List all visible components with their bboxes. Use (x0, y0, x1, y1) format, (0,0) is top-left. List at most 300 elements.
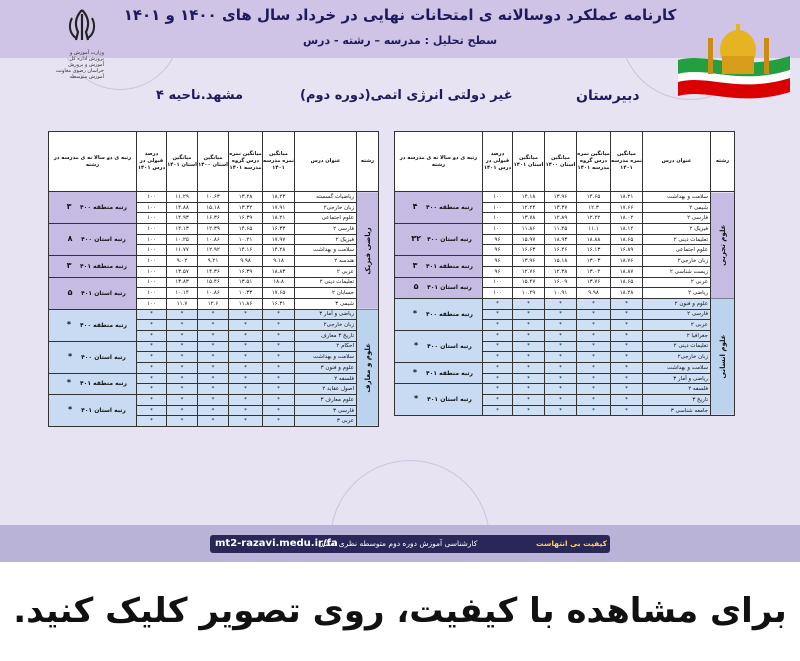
pass-rate-cell: ۹۶ (483, 266, 513, 277)
province-avg-1400-cell: * (198, 395, 229, 406)
group-avg-cell: ۹.۹۸ (577, 288, 611, 299)
pass-rate-cell: ۱۰۰ (483, 224, 513, 235)
province-avg-1401-cell: * (513, 395, 545, 406)
province-avg-1401-cell: * (513, 330, 545, 341)
pass-rate-cell: * (483, 330, 513, 341)
ministry-emblem (14, 6, 124, 80)
group-avg-cell: ۹.۹۸ (229, 256, 263, 267)
course-cell: عربی ۲ (295, 266, 357, 277)
school-avg-cell: * (263, 416, 295, 427)
course-cell: عربی ۲ (643, 277, 711, 288)
pass-rate-cell: ۱۰۰ (483, 288, 513, 299)
course-cell: علوم و فنون ۲ (643, 298, 711, 309)
rank-value: ۳ (66, 202, 72, 212)
group-avg-cell: * (577, 373, 611, 384)
province-avg-1401-cell: * (513, 298, 545, 309)
field-cell: علوم انسانی (711, 298, 735, 416)
province-avg-1400-cell: * (198, 320, 229, 331)
province-avg-1400-cell: ۱۶.۳۶ (198, 213, 229, 224)
rank-cell (49, 277, 137, 309)
rank-value: ۵ (67, 287, 73, 297)
course-cell: اصول عقاید ۲ (295, 384, 357, 395)
school-avg-cell: ۱۸.۲۳ (263, 192, 295, 203)
click-for-quality-caption[interactable]: برای مشاهده با کیفیت، روی تصویر کلیک کنید. (13, 591, 787, 631)
rank-value: * (414, 394, 419, 404)
province-avg-1400-cell: * (198, 384, 229, 395)
field-cell: علوم و معارف (357, 309, 379, 427)
pass-rate-cell: * (137, 330, 167, 341)
province-avg-1401-cell: ۱۴.۱۸ (513, 192, 545, 203)
course-cell: سلامت و بهداشت (295, 352, 357, 363)
course-cell: تعلیمات دینی ۲ (295, 277, 357, 288)
rank-label: رتبه منطقه ۴۰۱ (80, 380, 127, 388)
province-avg-1400-cell: * (545, 373, 577, 384)
province-avg-1401-cell: * (167, 416, 198, 427)
province-avg-1401-cell: ۱۲.۷۶ (513, 266, 545, 277)
school-avg-cell: ۱۷.۶۵ (263, 288, 295, 299)
rank-cell (49, 341, 137, 373)
group-avg-cell: * (229, 395, 263, 406)
school-type: دبیرستان (576, 88, 640, 104)
province-avg-1401-cell: ۱۵.۹۷ (513, 234, 545, 245)
school-avg-cell: * (263, 384, 295, 395)
table-row (395, 277, 735, 288)
course-cell: ریاضی ۲ (643, 288, 711, 299)
group-avg-cell: * (229, 330, 263, 341)
school-avg-cell: * (611, 330, 643, 341)
province-avg-1400-cell: ۱۰.۸۶ (198, 234, 229, 245)
province-avg-1401-cell: ۱۳.۹۶ (513, 256, 545, 267)
school-avg-cell: ۱۸.۰۲ (611, 213, 643, 224)
province-avg-1400-cell: ۱۱.۴۵ (545, 224, 577, 235)
column-header-course: عنوان درس (643, 132, 711, 192)
province-avg-1401-cell: * (513, 363, 545, 374)
group-avg-cell: * (577, 352, 611, 363)
table-row (395, 384, 735, 395)
rank-cell (49, 224, 137, 256)
province-avg-1401-cell: ۱۶.۶۳ (513, 245, 545, 256)
school-avg-cell: ۱۸.۸۷ (611, 266, 643, 277)
rank-label: رتبه استان ۴۰۰ (427, 236, 472, 244)
group-avg-cell: * (577, 384, 611, 395)
province-avg-1400-cell: * (545, 341, 577, 352)
pass-rate-cell: ۹۶ (483, 245, 513, 256)
school-avg-cell: * (263, 373, 295, 384)
school-avg-cell: * (263, 352, 295, 363)
group-avg-cell: ۱۴.۶۵ (229, 224, 263, 235)
field-cell: ریاضی فیزیک (357, 192, 379, 310)
school-avg-cell: ۱۸.۲۸ (611, 288, 643, 299)
column-header-field: رشته (711, 132, 735, 192)
rank-value: * (66, 319, 72, 329)
school-avg-cell: * (611, 352, 643, 363)
right-results-table (394, 131, 735, 416)
pass-rate-cell: ۹۶ (483, 234, 513, 245)
school-avg-cell: ۱۸.۶۵ (611, 277, 643, 288)
column-header-avg-prov-1401: میانگین استان ۱۴۰۱ (167, 132, 198, 192)
province-avg-1401-cell: * (513, 320, 545, 331)
table-row (395, 298, 735, 309)
school-avg-cell: * (263, 341, 295, 352)
province-avg-1400-cell: * (545, 352, 577, 363)
group-avg-cell: ۱۰.۳۳ (229, 288, 263, 299)
school-name: غیر دولتی انرژی اتمی(دوره دوم) (300, 88, 513, 103)
footer-slogan: کیفیت بی انتهاست (536, 539, 607, 548)
group-avg-cell: * (577, 298, 611, 309)
course-cell: جامعه شناسی ۳ (643, 405, 711, 416)
rank-value: * (68, 405, 73, 415)
iran-emblem-icon (62, 6, 102, 46)
group-avg-cell: * (229, 373, 263, 384)
province-avg-1400-cell: * (198, 341, 229, 352)
column-header-rank: رتبه ی دو سالا نه ی مدرسه در رشته (395, 132, 483, 192)
province-avg-1400-cell: ۱۵.۱۸ (198, 202, 229, 213)
group-avg-cell: * (577, 309, 611, 320)
pass-rate-cell: ۱۰۰ (137, 256, 167, 267)
province-avg-1400-cell: ۱۲.۳۹ (198, 224, 229, 235)
pass-rate-cell: ۱۰۰ (137, 234, 167, 245)
province-avg-1400-cell: * (545, 309, 577, 320)
table-header-row (395, 132, 735, 192)
course-cell: علوم معارف ۳ (295, 395, 357, 406)
school-avg-cell: * (263, 320, 295, 331)
pass-rate-cell: * (483, 309, 513, 320)
pass-rate-cell: * (137, 405, 167, 416)
group-avg-cell: * (229, 341, 263, 352)
table-row (49, 192, 379, 203)
group-avg-cell: * (229, 320, 263, 331)
report-title: کارنامه عملکرد دوسالانه ی امتحانات نهایی در خرداد سال های ۱۴۰۰ و ۱۴۰۱ (123, 6, 677, 24)
pass-rate-cell: * (483, 373, 513, 384)
pass-rate-cell: * (483, 341, 513, 352)
rank-cell (49, 192, 137, 224)
school-avg-cell: ۱۷.۶۶ (611, 202, 643, 213)
pass-rate-cell: * (137, 416, 167, 427)
province-avg-1401-cell: * (513, 352, 545, 363)
pass-rate-cell: ۱۰۰ (137, 277, 167, 288)
table-row (49, 277, 379, 288)
course-cell: احکام ۲ (295, 341, 357, 352)
rank-cell (49, 395, 137, 427)
rank-cell (395, 298, 483, 330)
province-avg-1401-cell: ۱۴.۸۸ (167, 202, 198, 213)
school-avg-cell: * (611, 341, 643, 352)
column-header-avg-group-school: میانگین نمره درس گروه مدرسه ۱۴۰۱ (577, 132, 611, 192)
course-cell: علوم اجتماعی (643, 245, 711, 256)
column-header-pass-pct: درصد قبولی در درس ۱۴۰۱ (483, 132, 513, 192)
school-avg-cell: ۱۶.۳۱ (263, 298, 295, 309)
pass-rate-cell: ۱۰۰ (137, 192, 167, 203)
rank-value: * (412, 367, 418, 377)
pass-rate-cell: * (483, 298, 513, 309)
rank-label: رتبه منطقه ۴۰۰ (80, 204, 127, 212)
left-results-table (48, 131, 379, 427)
province-avg-1400-cell: ۱۴.۳۶ (198, 266, 229, 277)
group-avg-cell: ۱۳.۷۶ (577, 277, 611, 288)
province-avg-1400-cell: ۱۲.۶ (198, 298, 229, 309)
course-cell: عربی ۲ (643, 320, 711, 331)
course-cell: جغرافیا ۲ (643, 330, 711, 341)
rank-cell (49, 309, 137, 341)
province-avg-1400-cell: ۱۳.۹۶ (545, 192, 577, 203)
shrine-flag-logo (678, 20, 790, 102)
province-avg-1401-cell: * (167, 405, 198, 416)
school-avg-cell: * (611, 298, 643, 309)
province-avg-1401-cell: * (513, 384, 545, 395)
province-avg-1401-cell: * (167, 373, 198, 384)
course-cell: زبان خارجی۲ (643, 256, 711, 267)
rank-value: * (68, 351, 73, 361)
course-cell: فیزیک ۲ (643, 224, 711, 235)
course-cell: حسابان ۲ (295, 288, 357, 299)
province-avg-1401-cell: ۱۱.۲۹ (167, 192, 198, 203)
group-avg-cell: ۱۶.۳۹ (229, 266, 263, 277)
pass-rate-cell: * (137, 373, 167, 384)
group-avg-cell: * (229, 416, 263, 427)
table-row (49, 341, 379, 352)
course-cell: علوم و فنون ۳ (295, 363, 357, 374)
province-avg-1401-cell: * (167, 309, 198, 320)
province-avg-1400-cell: * (198, 309, 229, 320)
group-avg-cell: ۱۲.۲۲ (577, 213, 611, 224)
group-avg-cell: ۱۳.۵۱ (229, 277, 263, 288)
group-avg-cell: * (229, 384, 263, 395)
province-avg-1401-cell: * (513, 341, 545, 352)
course-cell: سلامت و بهداشت (643, 192, 711, 203)
course-cell: تاریخ ۳ (643, 395, 711, 406)
province-avg-1401-cell: * (167, 320, 198, 331)
rank-cell (395, 363, 483, 384)
school-avg-cell: ۱۸.۱۲ (611, 224, 643, 235)
pass-rate-cell: ۱۰۰ (483, 202, 513, 213)
course-cell: هندسه ۲ (295, 256, 357, 267)
column-header-avg-grade-school: میانگین نمره مدرسه ۱۴۰۱ (611, 132, 643, 192)
course-cell: شیمی ۳ (295, 298, 357, 309)
school-avg-cell: * (611, 405, 643, 416)
table-row (395, 363, 735, 374)
province-avg-1401-cell: ۱۱.۷ (167, 298, 198, 309)
column-header-avg-prov-1401: میانگین استان ۱۴۰۱ (513, 132, 545, 192)
group-avg-cell: * (229, 405, 263, 416)
rank-label: رتبه منطقه ۴۰۱ (80, 262, 127, 270)
province-avg-1400-cell: * (198, 330, 229, 341)
province-avg-1401-cell: * (167, 395, 198, 406)
rank-cell (395, 277, 483, 298)
pass-rate-cell: * (483, 363, 513, 374)
province-avg-1400-cell: ۱۸.۹۳ (545, 234, 577, 245)
rank-value: ۳ (412, 260, 418, 270)
group-avg-cell: * (577, 395, 611, 406)
course-cell: سلامت و بهداشت (295, 245, 357, 256)
province-avg-1400-cell: * (545, 298, 577, 309)
province-avg-1401-cell: ۱۴.۱۳ (167, 224, 198, 235)
group-avg-cell: ۱۶.۱۳ (577, 245, 611, 256)
course-cell: فارسی ۲ (643, 309, 711, 320)
pass-rate-cell: ۱۰۰ (137, 245, 167, 256)
pass-rate-cell: * (137, 341, 167, 352)
pass-rate-cell: * (483, 384, 513, 395)
rank-label: رتبه استان ۴۰۰ (81, 353, 126, 361)
province-avg-1401-cell: * (167, 330, 198, 341)
province-avg-1400-cell: ۱۰.۸۶ (198, 288, 229, 299)
school-avg-cell: * (611, 363, 643, 374)
province-avg-1401-cell: * (167, 352, 198, 363)
footer-url[interactable]: mt2-razavi.medu.ir/fa (215, 538, 338, 549)
course-cell: تعلیمات دینی ۲ (643, 341, 711, 352)
course-cell: فارسی ۲ (643, 213, 711, 224)
school-avg-cell: * (611, 395, 643, 406)
table-row (395, 330, 735, 341)
column-header-avg-grade-school: میانگین نمره مدرسه ۱۴۰۱ (263, 132, 295, 192)
course-cell: زیست شناسی ۲ (643, 266, 711, 277)
group-avg-cell: ۱۳.۳۲ (229, 202, 263, 213)
table-row (49, 256, 379, 267)
province-avg-1400-cell: * (545, 395, 577, 406)
district: مشهد.ناحیه ۴ (156, 88, 244, 103)
province-avg-1401-cell: ۱۳.۷۸ (513, 213, 545, 224)
province-avg-1401-cell: * (167, 384, 198, 395)
group-avg-cell: ۱۳.۰۳ (577, 256, 611, 267)
rank-value: * (414, 340, 419, 350)
shrine-dome-icon (678, 20, 790, 102)
rank-label: رتبه استان ۴۰۰ (427, 342, 472, 350)
province-avg-1400-cell: ۹.۲۱ (198, 256, 229, 267)
column-header-field: رشته (357, 132, 379, 192)
rank-label: رتبه منطقه ۴۰۰ (426, 310, 473, 318)
rank-label: رتبه منطقه ۴۰۱ (426, 262, 473, 270)
column-header-rank: رتبه ی دو سالا نه ی مدرسه در رشته (49, 132, 137, 192)
rank-cell (49, 373, 137, 394)
course-cell: سلامت و بهداشت (643, 363, 711, 374)
province-avg-1401-cell: ۱۰.۲۹ (513, 288, 545, 299)
table-header-row (49, 132, 379, 192)
course-cell: ریاضیات گسسته (295, 192, 357, 203)
province-avg-1401-cell: * (167, 341, 198, 352)
field-cell: علوم تجربی (711, 192, 735, 299)
school-avg-cell: * (263, 330, 295, 341)
rank-label: رتبه استان ۴۰۱ (427, 396, 472, 404)
rank-label: رتبه استان ۴۰۱ (81, 407, 126, 415)
rank-label: رتبه استان ۴۰۱ (427, 284, 472, 292)
province-avg-1401-cell: * (513, 405, 545, 416)
school-avg-cell: * (263, 363, 295, 374)
province-avg-1400-cell: ۱۰.۶۳ (198, 192, 229, 203)
province-avg-1400-cell: * (545, 320, 577, 331)
province-avg-1400-cell: * (198, 416, 229, 427)
province-avg-1401-cell: ۱۰.۱۴ (167, 288, 198, 299)
rank-value: * (66, 378, 72, 388)
rank-value: ۸ (67, 234, 73, 244)
table-row (49, 395, 379, 406)
group-avg-cell: * (229, 363, 263, 374)
school-avg-cell: ۱۸.۸۳ (263, 266, 295, 277)
pass-rate-cell: * (483, 320, 513, 331)
pass-rate-cell: * (483, 352, 513, 363)
course-cell: فیزیک ۲ (295, 234, 357, 245)
province-avg-1401-cell: ۱۵.۴۷ (513, 277, 545, 288)
rank-cell (49, 256, 137, 277)
rank-value: * (412, 308, 418, 318)
pass-rate-cell: ۱۰۰ (137, 202, 167, 213)
analysis-level: سطح تحلیل : مدرسه – رشته - درس (302, 34, 498, 47)
school-avg-cell: * (263, 405, 295, 416)
province-avg-1401-cell: ۱۴.۹۳ (167, 213, 198, 224)
column-header-avg-group-school: میانگین نمره درس گروه مدرسه ۱۴۰۱ (229, 132, 263, 192)
province-avg-1401-cell: * (167, 363, 198, 374)
course-cell: ریاضی و آمار ۳ (643, 373, 711, 384)
group-avg-cell: ۱۶.۳۹ (229, 213, 263, 224)
province-avg-1401-cell: ۱۳.۵۷ (167, 266, 198, 277)
column-header-avg-prov-1400: میانگین استان ۱۴۰۰ (545, 132, 577, 192)
pass-rate-cell: * (137, 320, 167, 331)
pass-rate-cell: ۱۰۰ (483, 192, 513, 203)
group-avg-cell: * (577, 363, 611, 374)
course-cell: فارسی ۳ (295, 405, 357, 416)
table-row (395, 224, 735, 235)
province-avg-1400-cell: ۱۵.۴۶ (198, 277, 229, 288)
province-avg-1400-cell: ۱۳.۳۷ (545, 202, 577, 213)
school-avg-cell: ۱۶.۸۹ (611, 245, 643, 256)
province-avg-1400-cell: * (545, 330, 577, 341)
course-cell: زبان خارجی۲ (295, 202, 357, 213)
pass-rate-cell: * (483, 405, 513, 416)
table-row (49, 373, 379, 384)
school-avg-cell: ۱۷.۹۱ (263, 202, 295, 213)
pass-rate-cell: ۱۰۰ (137, 213, 167, 224)
province-avg-1401-cell: ۱۳.۸۳ (167, 277, 198, 288)
province-avg-1400-cell: ۱۵.۱۸ (545, 256, 577, 267)
province-avg-1400-cell: ۱۶.۰۹ (545, 277, 577, 288)
school-avg-cell: ۹.۱۸ (263, 256, 295, 267)
school-avg-cell: ۱۸.۸ (263, 277, 295, 288)
province-avg-1400-cell: ۱۰.۹۱ (545, 288, 577, 299)
group-avg-cell: ۱۳.۰۲ (577, 266, 611, 277)
course-cell: ریاضی و آمار ۳ (295, 309, 357, 320)
group-avg-cell: * (577, 341, 611, 352)
group-avg-cell: ۱۸.۸۸ (577, 234, 611, 245)
school-avg-cell: ۱۷.۹۷ (263, 234, 295, 245)
school-avg-cell: ۱۶.۳۳ (263, 224, 295, 235)
province-avg-1400-cell: * (198, 363, 229, 374)
province-avg-1400-cell: ۱۲.۸۹ (545, 213, 577, 224)
province-avg-1401-cell: * (513, 309, 545, 320)
rank-label: رتبه استان ۴۰۱ (81, 289, 126, 297)
province-avg-1400-cell: * (545, 384, 577, 395)
table-row (49, 309, 379, 320)
school-avg-cell: * (611, 309, 643, 320)
pass-rate-cell: * (137, 363, 167, 374)
rank-value: ۵ (413, 282, 419, 292)
rank-value: ۴ (412, 202, 418, 212)
rank-cell (395, 256, 483, 277)
course-cell: فلسفه ۲ (295, 373, 357, 384)
rank-label: رتبه منطقه ۴۰۰ (426, 204, 473, 212)
province-avg-1400-cell: ۱۶.۴۶ (545, 245, 577, 256)
school-avg-cell: ۱۴.۲۸ (263, 245, 295, 256)
group-avg-cell: * (577, 330, 611, 341)
province-avg-1400-cell: * (198, 373, 229, 384)
province-avg-1400-cell: ۱۲.۹۲ (198, 245, 229, 256)
province-avg-1401-cell: ۹.۰۲ (167, 256, 198, 267)
province-avg-1400-cell: * (545, 363, 577, 374)
rank-cell (395, 224, 483, 256)
column-header-pass-pct: درصد قبولی در درس ۱۴۰۱ (137, 132, 167, 192)
course-cell: فلسفه ۲ (643, 384, 711, 395)
school-avg-cell: ۱۸.۲۱ (611, 192, 643, 203)
pass-rate-cell: ۱۰۰ (483, 277, 513, 288)
school-avg-cell: ۱۸.۷۶ (611, 256, 643, 267)
province-avg-1401-cell: ۱۱.۸۶ (513, 224, 545, 235)
